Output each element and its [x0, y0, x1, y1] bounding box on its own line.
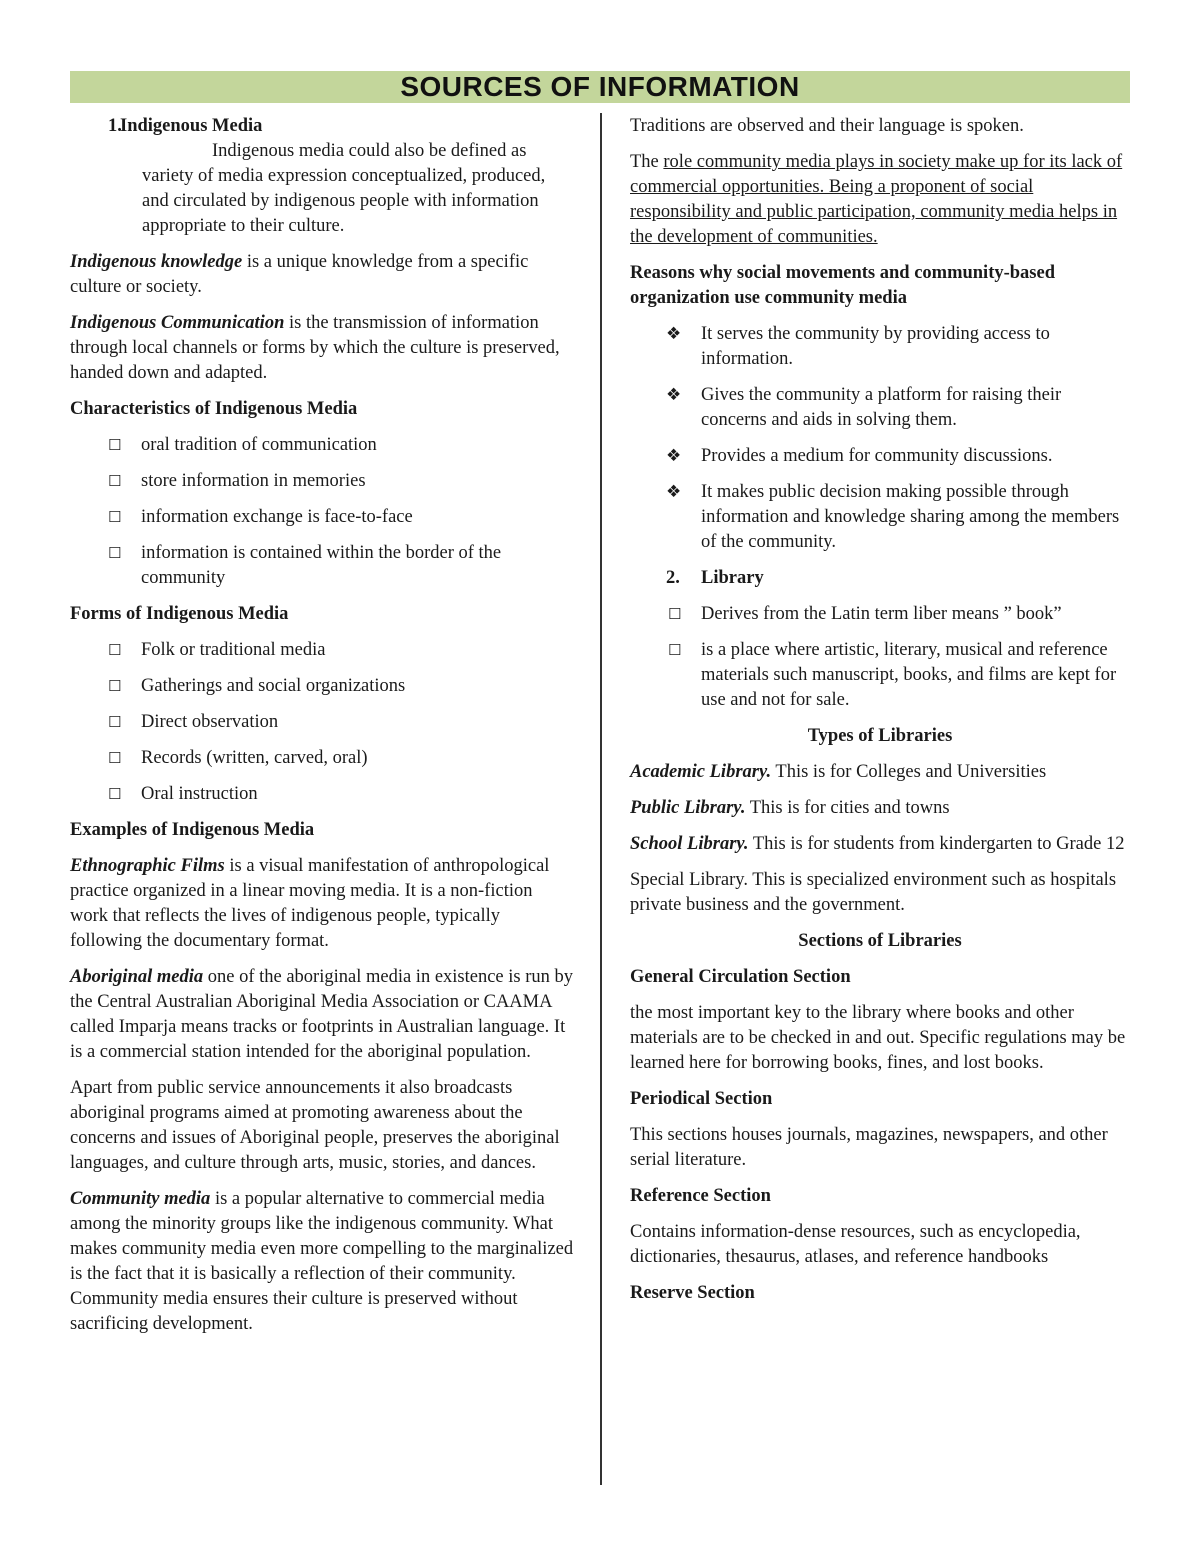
list-item: ☐ information exchange is face-to-face	[70, 505, 575, 530]
reserve-heading: Reserve Section	[630, 1283, 755, 1303]
periodical-text: This sections houses journals, magazines, newspapers, and other serial literature.	[630, 1125, 1108, 1170]
list-item: ☐ Derives from the Latin term liber means ” book”	[630, 602, 1130, 627]
list-item: ☐ is a place where artistic, literary, musical and reference materials such manuscript, books, and films are kept for use and not for sale.	[630, 638, 1130, 713]
list-item: ❖ It makes public decision making possible through information and knowledge sharing among the members of the community.	[630, 480, 1130, 555]
section-1-title: Indigenous Media	[120, 116, 263, 136]
list-item: ☐ Oral instruction	[70, 782, 575, 807]
checkbox-icon: ☐	[108, 436, 122, 454]
library-list	[630, 602, 1130, 713]
title-band	[70, 71, 1130, 103]
list-item: ☐ oral tradition of communication	[70, 433, 575, 458]
sections-heading: Sections of Libraries	[798, 931, 962, 951]
indigenous-media-definition: Indigenous media could also be defined as variety of media expression conceptualized, produced, and circulated by indigenous people with information appropriate to their culture.	[142, 141, 546, 236]
page-title: SOURCES OF INFORMATION	[400, 71, 800, 102]
list-item: ☐ information is contained within the border of the community	[70, 541, 575, 591]
examples-heading: Examples of Indigenous Media	[70, 820, 315, 840]
characteristics-heading: Characteristics of Indigenous Media	[70, 399, 358, 419]
forms-list	[70, 638, 575, 807]
types-heading: Types of Libraries	[807, 726, 953, 746]
reasons-list	[630, 322, 1130, 555]
community-media-para: Community media is a popular alternative to commercial media among the minority groups like the indigenous community. What makes community media even more compelling to the marginalized is the fact that it is basically a reflection of their community. Community media ensures their culture is preserved without sacrificing development.	[70, 1189, 574, 1334]
list-item: ☐ store information in memories	[70, 469, 575, 494]
checkbox-icon: ☐	[108, 544, 122, 562]
list-item: ❖ Provides a medium for community discussions.	[630, 444, 1130, 469]
academic-library-para: Academic Library. This is for Colleges and Universities	[630, 762, 1047, 782]
indigenous-knowledge-para: Indigenous knowledge is a unique knowledge from a specific culture or society.	[70, 252, 529, 297]
list-item: ☐ Folk or traditional media	[70, 638, 575, 663]
reasons-heading: Reasons why social movements and community-based organization use community media	[630, 263, 1056, 308]
checkbox-icon: ☐	[108, 508, 122, 526]
checkbox-icon: ☐	[108, 472, 122, 490]
left-column	[70, 114, 575, 1348]
right-column	[630, 114, 1130, 1317]
indigenous-communication-para: Indigenous Communication is the transmission of information through local channels or forms by which the culture is preserved, handed down and adapted.	[70, 313, 560, 383]
list-item: ❖ It serves the community by providing access to information.	[630, 322, 1130, 372]
column-divider	[600, 113, 602, 1485]
list-item: ☐ Records (written, carved, oral)	[70, 746, 575, 771]
checkbox-icon: ☐	[108, 749, 122, 767]
aboriginal-media-para-2: Apart from public service announcements it also broadcasts aboriginal programs aimed at promoting awareness about the concerns and issues of Aboriginal people, preserves the aboriginal languages, and culture through arts, music, stories, and dances.	[70, 1078, 560, 1173]
special-library-para: Special Library. This is specialized environment such as hospitals private business and the government.	[630, 870, 1117, 915]
section-2-title: Library	[701, 568, 764, 588]
list-item: ❖ Gives the community a platform for raising their concerns and aids in solving them.	[630, 383, 1130, 433]
diamond-bullet-icon: ❖	[666, 446, 682, 466]
aboriginal-media-para: Aboriginal media one of the aboriginal media in existence is run by the Central Australian Aboriginal Media Association or CAAMA called Imparja means tracks or footprints in Australian language. It is a commercial station intended for the aboriginal population.	[70, 967, 574, 1062]
checkbox-icon: ☐	[108, 641, 122, 659]
diamond-bullet-icon: ❖	[666, 482, 682, 502]
reference-heading: Reference Section	[630, 1186, 771, 1206]
periodical-heading: Periodical Section	[630, 1089, 773, 1109]
diamond-bullet-icon: ❖	[666, 385, 682, 405]
checkbox-icon: ☐	[668, 605, 682, 623]
school-library-para: School Library. This is for students from kindergarten to Grade 12	[630, 834, 1125, 854]
checkbox-icon: ☐	[668, 641, 682, 659]
general-circulation-text: the most important key to the library where books and other materials are to be checked in and out. Specific regulations may be learned here for borrowing books, fines, and lost books.	[630, 1003, 1126, 1073]
list-item: ☐ Gatherings and social organizations	[70, 674, 575, 699]
general-circulation-heading: General Circulation Section	[630, 967, 851, 987]
section-2-number: 2.	[666, 568, 680, 588]
characteristics-list	[70, 433, 575, 591]
traditions-para: Traditions are observed and their language is spoken.	[630, 116, 1024, 136]
checkbox-icon: ☐	[108, 713, 122, 731]
public-library-para: Public Library. This is for cities and towns	[630, 798, 950, 818]
diamond-bullet-icon: ❖	[666, 324, 682, 344]
section-1-number: 1.	[108, 116, 122, 136]
checkbox-icon: ☐	[108, 785, 122, 803]
section-1-heading	[70, 114, 575, 139]
section-2-heading	[630, 566, 1130, 591]
list-item: ☐ Direct observation	[70, 710, 575, 735]
reference-text: Contains information-dense resources, such as encyclopedia, dictionaries, thesaurus, atlases, and reference handbooks	[630, 1222, 1081, 1267]
checkbox-icon: ☐	[108, 677, 122, 695]
forms-heading: Forms of Indigenous Media	[70, 604, 289, 624]
ethnographic-films-para: Ethnographic Films is a visual manifestation of anthropological practice organized in a linear moving media. It is a non-fiction work that reflects the lives of indigenous people, typically following the documentary format.	[70, 856, 550, 951]
role-para: The role community media plays in society make up for its lack of commercial opportunities. Being a proponent of social responsibility and public participation, community media helps in the development of communities.	[630, 152, 1123, 247]
